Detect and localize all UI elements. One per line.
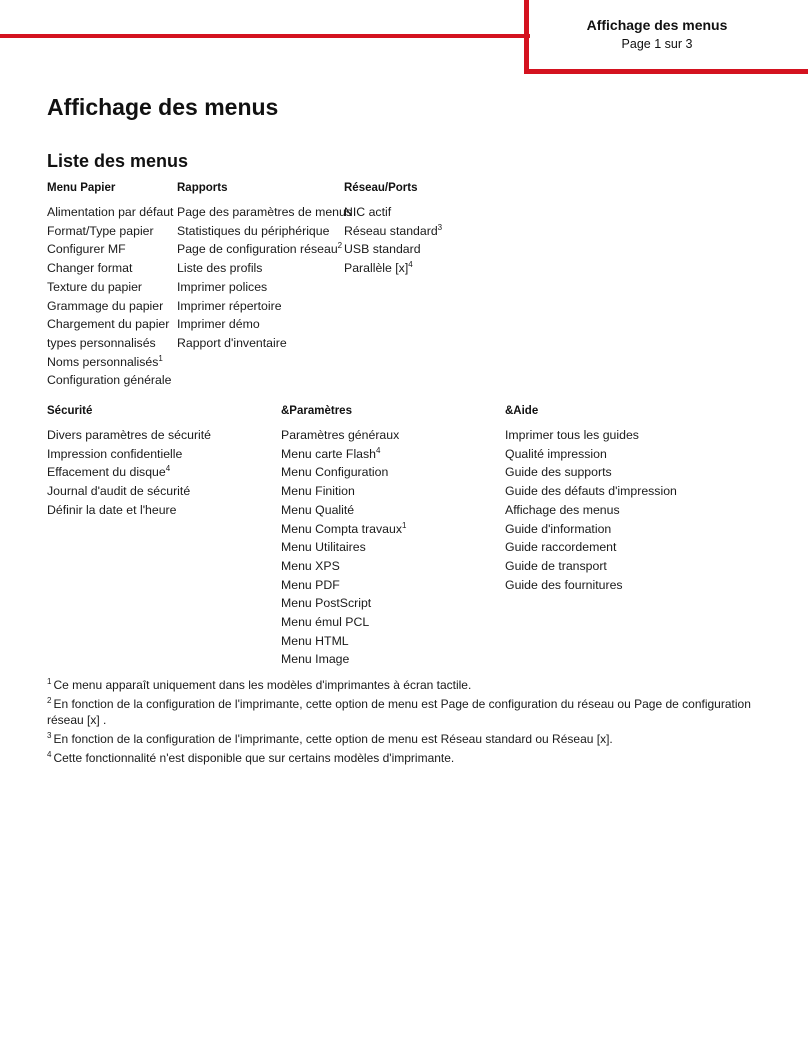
footnote: [47, 677, 762, 693]
menu-item-label: Menu HTML: [281, 633, 349, 648]
menu-item: [505, 463, 677, 482]
menu-item: [344, 259, 442, 278]
menu-item: [344, 222, 442, 241]
footnote-text: En fonction de la configuration de l'imprimante, cette option de menu est Page de configuration du réseau ou Page de configuration réseau [x] .: [47, 697, 751, 727]
menu-item: [281, 482, 406, 501]
menu-item-label: Imprimer polices: [177, 279, 268, 294]
menu-item-label: Menu Image: [281, 652, 350, 667]
menu-item-label: Guide des fournitures: [505, 577, 623, 592]
menu-item: [281, 445, 406, 464]
menu-item: [47, 278, 173, 297]
menu-list: [344, 203, 442, 278]
menu-item: [505, 426, 677, 445]
menu-item: [177, 297, 352, 316]
menu-item-label: Configurer MF: [47, 242, 126, 257]
menu-item-label: Définir la date et l'heure: [47, 502, 177, 517]
footnote-ref: 1: [401, 520, 407, 530]
menu-item-label: NIC actif: [344, 205, 392, 219]
menu-item-label: Imprimer tous les guides: [505, 428, 639, 442]
menu-list: [47, 203, 173, 390]
menu-item: [505, 576, 677, 595]
menu-item: [177, 259, 352, 278]
menu-item: [281, 501, 406, 520]
menu-column-securite: [47, 403, 211, 520]
menu-item: [505, 520, 677, 539]
menu-item: [281, 463, 406, 482]
menu-list: [177, 203, 352, 353]
menu-item-label: Imprimer démo: [177, 317, 260, 332]
menu-item: [505, 538, 677, 557]
menu-item: [47, 426, 211, 445]
menu-item: [281, 538, 406, 557]
footnote-ref: 2: [337, 241, 343, 251]
menu-item: [47, 297, 173, 316]
header-rule-bottom: [524, 69, 808, 74]
footnote-text: En fonction de la configuration de l'imprimante, cette option de menu est Réseau standard ou Réseau [x].: [53, 732, 613, 746]
footnote-number: 2: [47, 696, 52, 705]
section-title: Liste des menus: [47, 151, 189, 171]
menu-item: [281, 576, 406, 595]
menu-item-label: Page des paramètres de menus: [177, 205, 352, 219]
column-heading: Réseau/Ports: [344, 182, 418, 194]
menu-item-label: Noms personnalisés: [47, 354, 159, 369]
running-header-title: Affichage des menus: [586, 17, 728, 33]
menu-item-label: Menu Utilitaires: [281, 540, 366, 555]
footnote: [47, 731, 762, 747]
menu-column-parametres: [281, 403, 406, 669]
running-header: [532, 15, 782, 53]
menu-item-label: Divers paramètres de sécurité: [47, 428, 212, 442]
menu-item: [47, 334, 173, 353]
menu-item: [281, 650, 406, 669]
menu-item-label: USB standard: [344, 242, 421, 257]
menu-item-label: Changer format: [47, 261, 133, 276]
column-heading: Menu Papier: [47, 182, 116, 194]
menu-item: [281, 613, 406, 632]
footnote-ref: 3: [437, 222, 443, 232]
menu-item-label: Guide raccordement: [505, 540, 617, 555]
menu-item-label: Effacement du disque: [47, 465, 166, 480]
menu-item-label: Menu Qualité: [281, 502, 355, 517]
menu-item-label: Paramètres généraux: [281, 428, 400, 442]
menu-item: [47, 445, 211, 464]
menu-item: [177, 203, 352, 222]
menu-item: [47, 482, 211, 501]
footnote-text: Ce menu apparaît uniquement dans les modèles d'imprimantes à écran tactile.: [53, 678, 472, 692]
menu-item-label: Menu Compta travaux: [281, 521, 402, 536]
menu-item-label: Texture du papier: [47, 279, 143, 294]
menu-item: [344, 203, 442, 222]
menu-item-label: Alimentation par défaut: [47, 205, 174, 219]
menu-item-label: Chargement du papier: [47, 317, 170, 332]
footnote-number: 1: [47, 677, 52, 686]
header-rule-vertical: [524, 0, 529, 73]
menu-item: [177, 278, 352, 297]
menu-item-label: Rapport d'inventaire: [177, 335, 287, 350]
menu-item-label: Guide des défauts d'impression: [505, 484, 677, 499]
footnote-number: 4: [47, 750, 52, 759]
menu-item: [281, 426, 406, 445]
menu-item-label: Qualité impression: [505, 446, 607, 461]
menu-item-label: Parallèle [x]: [344, 261, 409, 276]
menu-item-label: Menu émul PCL: [281, 615, 370, 630]
menu-item: [505, 482, 677, 501]
menu-item: [47, 501, 211, 520]
menu-list: [281, 426, 406, 669]
menu-column-reseau-ports: [344, 180, 442, 278]
menu-item-label: Statistiques du périphérique: [177, 223, 330, 238]
menu-item-label: Grammage du papier: [47, 298, 164, 313]
menu-item-label: Liste des profils: [177, 261, 263, 276]
footnote-ref: 4: [165, 464, 171, 474]
menu-item: [505, 501, 677, 520]
footnote-text: Cette fonctionnalité n'est disponible que sur certains modèles d'imprimante.: [53, 751, 455, 765]
column-heading: Rapports: [177, 182, 228, 194]
menu-item: [177, 315, 352, 334]
menu-list: [47, 426, 211, 520]
footnotes: [47, 677, 762, 769]
menu-item: [505, 557, 677, 576]
page-number: Page 1 sur 3: [621, 37, 693, 51]
page-title: Affichage des menus: [47, 94, 279, 120]
menu-item: [47, 203, 173, 222]
menu-item: [177, 222, 352, 241]
menu-item-label: Affichage des menus: [505, 502, 620, 517]
menu-item-label: Format/Type papier: [47, 223, 154, 238]
menu-item-label: Configuration générale: [47, 373, 172, 388]
footnote: [47, 750, 762, 766]
menu-item-label: types personnalisés: [47, 335, 156, 350]
menu-item-label: Réseau standard: [344, 223, 438, 238]
menu-item: [47, 240, 173, 259]
column-heading: &Aide: [505, 405, 539, 417]
menu-item: [281, 557, 406, 576]
footnote-ref: 4: [376, 445, 381, 455]
menu-item-label: Menu Configuration: [281, 465, 389, 480]
menu-column-aide: [505, 403, 677, 594]
menu-column-papier: [47, 180, 173, 390]
menu-item: [47, 259, 173, 278]
menu-item: [281, 632, 406, 651]
menu-item: [47, 353, 173, 372]
footnote-ref: 1: [158, 353, 163, 363]
column-heading: &Paramètres: [281, 405, 352, 417]
footnote: [47, 696, 762, 728]
menu-item: [177, 240, 352, 259]
menu-item-label: Menu carte Flash: [281, 446, 377, 461]
menu-item-label: Page de configuration réseau: [177, 242, 338, 257]
menu-item-label: Menu PDF: [281, 577, 340, 592]
footnote-number: 3: [47, 731, 52, 740]
menu-item-label: Imprimer répertoire: [177, 298, 282, 313]
menu-item-label: Menu XPS: [281, 558, 340, 573]
menu-item: [505, 445, 677, 464]
menu-item-label: Journal d'audit de sécurité: [47, 484, 191, 499]
menu-column-rapports: [177, 180, 352, 353]
footnote-ref: 4: [408, 260, 413, 270]
menu-item: [47, 463, 211, 482]
menu-item-label: Impression confidentielle: [47, 446, 183, 461]
menu-item-label: Guide de transport: [505, 558, 607, 573]
menu-item: [47, 315, 173, 334]
column-heading: Sécurité: [47, 405, 93, 417]
menu-item: [344, 240, 442, 259]
menu-list: [505, 426, 677, 594]
menu-item-label: Guide des supports: [505, 465, 612, 480]
menu-item-label: Guide d'information: [505, 521, 612, 536]
menu-item: [47, 371, 173, 390]
menu-item: [281, 520, 406, 539]
menu-item: [281, 594, 406, 613]
menu-item: [47, 222, 173, 241]
menu-item-label: Menu Finition: [281, 484, 355, 499]
header-rule-left: [0, 34, 530, 38]
menu-item: [177, 334, 352, 353]
menu-item-label: Menu PostScript: [281, 596, 372, 611]
